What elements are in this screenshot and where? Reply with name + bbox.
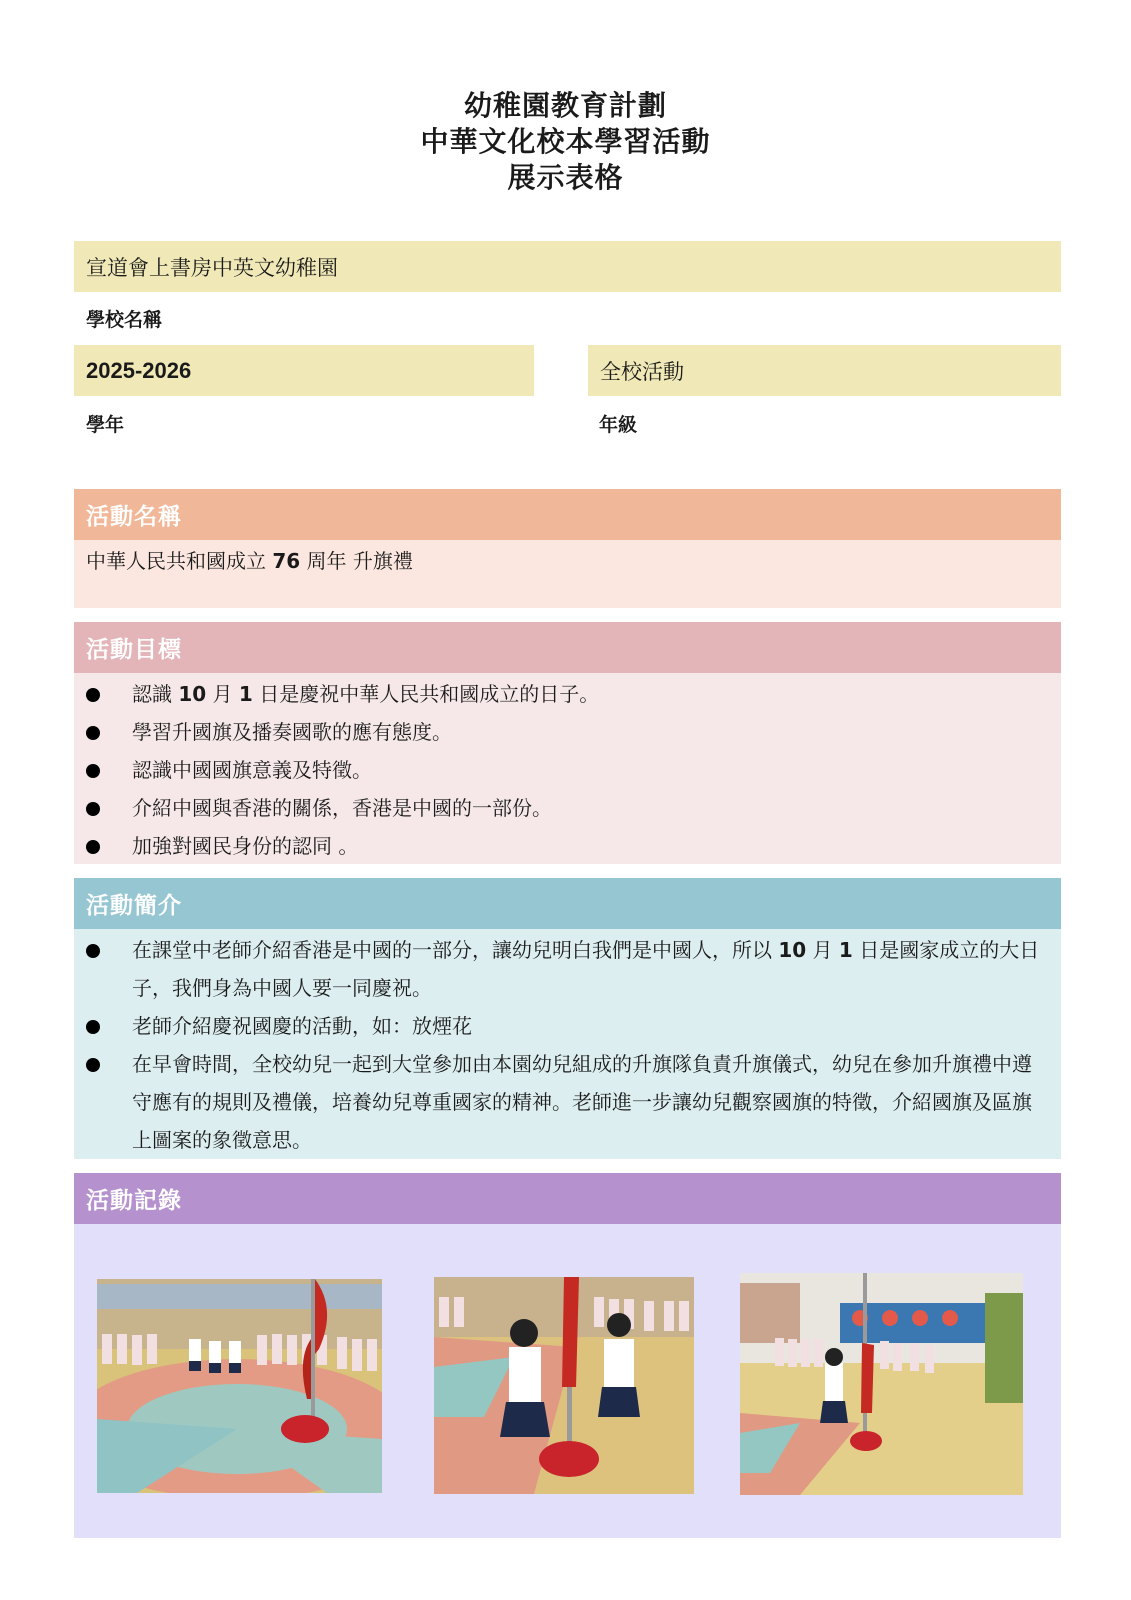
list-item bbox=[74, 1007, 1061, 1045]
activity-intro-heading: 活動簡介 bbox=[74, 878, 1061, 929]
activity-records-heading: 活動記錄 bbox=[74, 1173, 1061, 1224]
goal-number: 10 bbox=[178, 682, 207, 706]
activity-photo-2 bbox=[434, 1277, 694, 1494]
goal-text: 學習升國旗及播奏國歌的應有態度。 bbox=[132, 720, 452, 744]
intro-text: 老師介紹慶祝國慶的活動，如：放煙花 bbox=[132, 1014, 472, 1038]
intro-number: 1 bbox=[838, 938, 853, 962]
list-item bbox=[74, 1045, 1061, 1159]
title-line-3: 展示表格 bbox=[507, 161, 624, 194]
goal-text: 月 bbox=[206, 682, 239, 706]
intro-text: 日是國家成立的大日子，我們身為中國人要一同慶祝。 bbox=[132, 938, 1040, 1000]
activity-intro-body bbox=[74, 929, 1061, 1159]
bullet-icon bbox=[86, 1020, 100, 1034]
title-line-2: 中華文化校本學習活動 bbox=[420, 125, 711, 158]
bullet-icon bbox=[86, 840, 100, 854]
activity-goals-heading: 活動目標 bbox=[74, 622, 1061, 673]
activity-name-body bbox=[74, 540, 1061, 608]
activity-goals-body bbox=[74, 673, 1061, 864]
list-item bbox=[74, 789, 1061, 827]
goal-text: 認識 bbox=[132, 682, 179, 706]
bullet-icon bbox=[86, 688, 100, 702]
bullet-icon bbox=[86, 1058, 100, 1072]
school-year-field bbox=[74, 345, 534, 396]
list-item bbox=[74, 931, 1061, 1007]
goal-text: 日是慶祝中華人民共和國成立的日子。 bbox=[252, 682, 600, 706]
grade-field bbox=[588, 345, 1061, 396]
list-item bbox=[74, 713, 1061, 751]
school-name-label: 學校名稱 bbox=[86, 309, 163, 331]
activity-name-number: 76 bbox=[272, 549, 301, 573]
school-year-value: 2025-2026 bbox=[86, 357, 192, 383]
goals-list bbox=[74, 675, 1061, 865]
goal-text: 介紹中國與香港的關係，香港是中國的一部份。 bbox=[132, 796, 552, 820]
list-item bbox=[74, 751, 1061, 789]
activity-name-text-post: 周年 升旗禮 bbox=[300, 549, 413, 573]
intro-number: 10 bbox=[778, 938, 807, 962]
list-item bbox=[74, 827, 1061, 865]
activity-name-text-pre: 中華人民共和國成立 bbox=[86, 549, 273, 573]
title-line-1: 幼稚園教育計劃 bbox=[463, 89, 667, 122]
list-item bbox=[74, 675, 1061, 713]
intro-list bbox=[74, 931, 1061, 1159]
school-name-field bbox=[74, 241, 1061, 292]
grade-value: 全校活動 bbox=[600, 359, 684, 384]
activity-photo-3 bbox=[740, 1273, 1023, 1495]
activity-name-heading: 活動名稱 bbox=[74, 489, 1061, 540]
page-title bbox=[0, 88, 1131, 196]
school-name-value: 宣道會上書房中英文幼稚園 bbox=[86, 255, 338, 280]
bullet-icon bbox=[86, 944, 100, 958]
activity-photo-1 bbox=[97, 1279, 382, 1493]
goal-text: 認識中國國旗意義及特徵。 bbox=[132, 758, 372, 782]
intro-text: 在課堂中老師介紹香港是中國的一部分，讓幼兒明白我們是中國人，所以 bbox=[132, 938, 779, 962]
grade-label: 年級 bbox=[599, 414, 638, 436]
bullet-icon bbox=[86, 802, 100, 816]
goal-text: 加強對國民身份的認同 。 bbox=[132, 834, 359, 858]
bullet-icon bbox=[86, 764, 100, 778]
intro-text: 在早會時間，全校幼兒一起到大堂參加由本園幼兒組成的升旗隊負責升旗儀式，幼兒在參加升旗禮中遵守應有的規則及禮儀，培養幼兒尊重國家的精神。老師進一步讓幼兒觀察國旗的特徵，介紹國旗及區旗上圖案的象徵意思。 bbox=[132, 1052, 1032, 1152]
intro-text: 月 bbox=[806, 938, 839, 962]
school-year-label: 學年 bbox=[86, 414, 125, 436]
goal-number: 1 bbox=[238, 682, 253, 706]
bullet-icon bbox=[86, 726, 100, 740]
